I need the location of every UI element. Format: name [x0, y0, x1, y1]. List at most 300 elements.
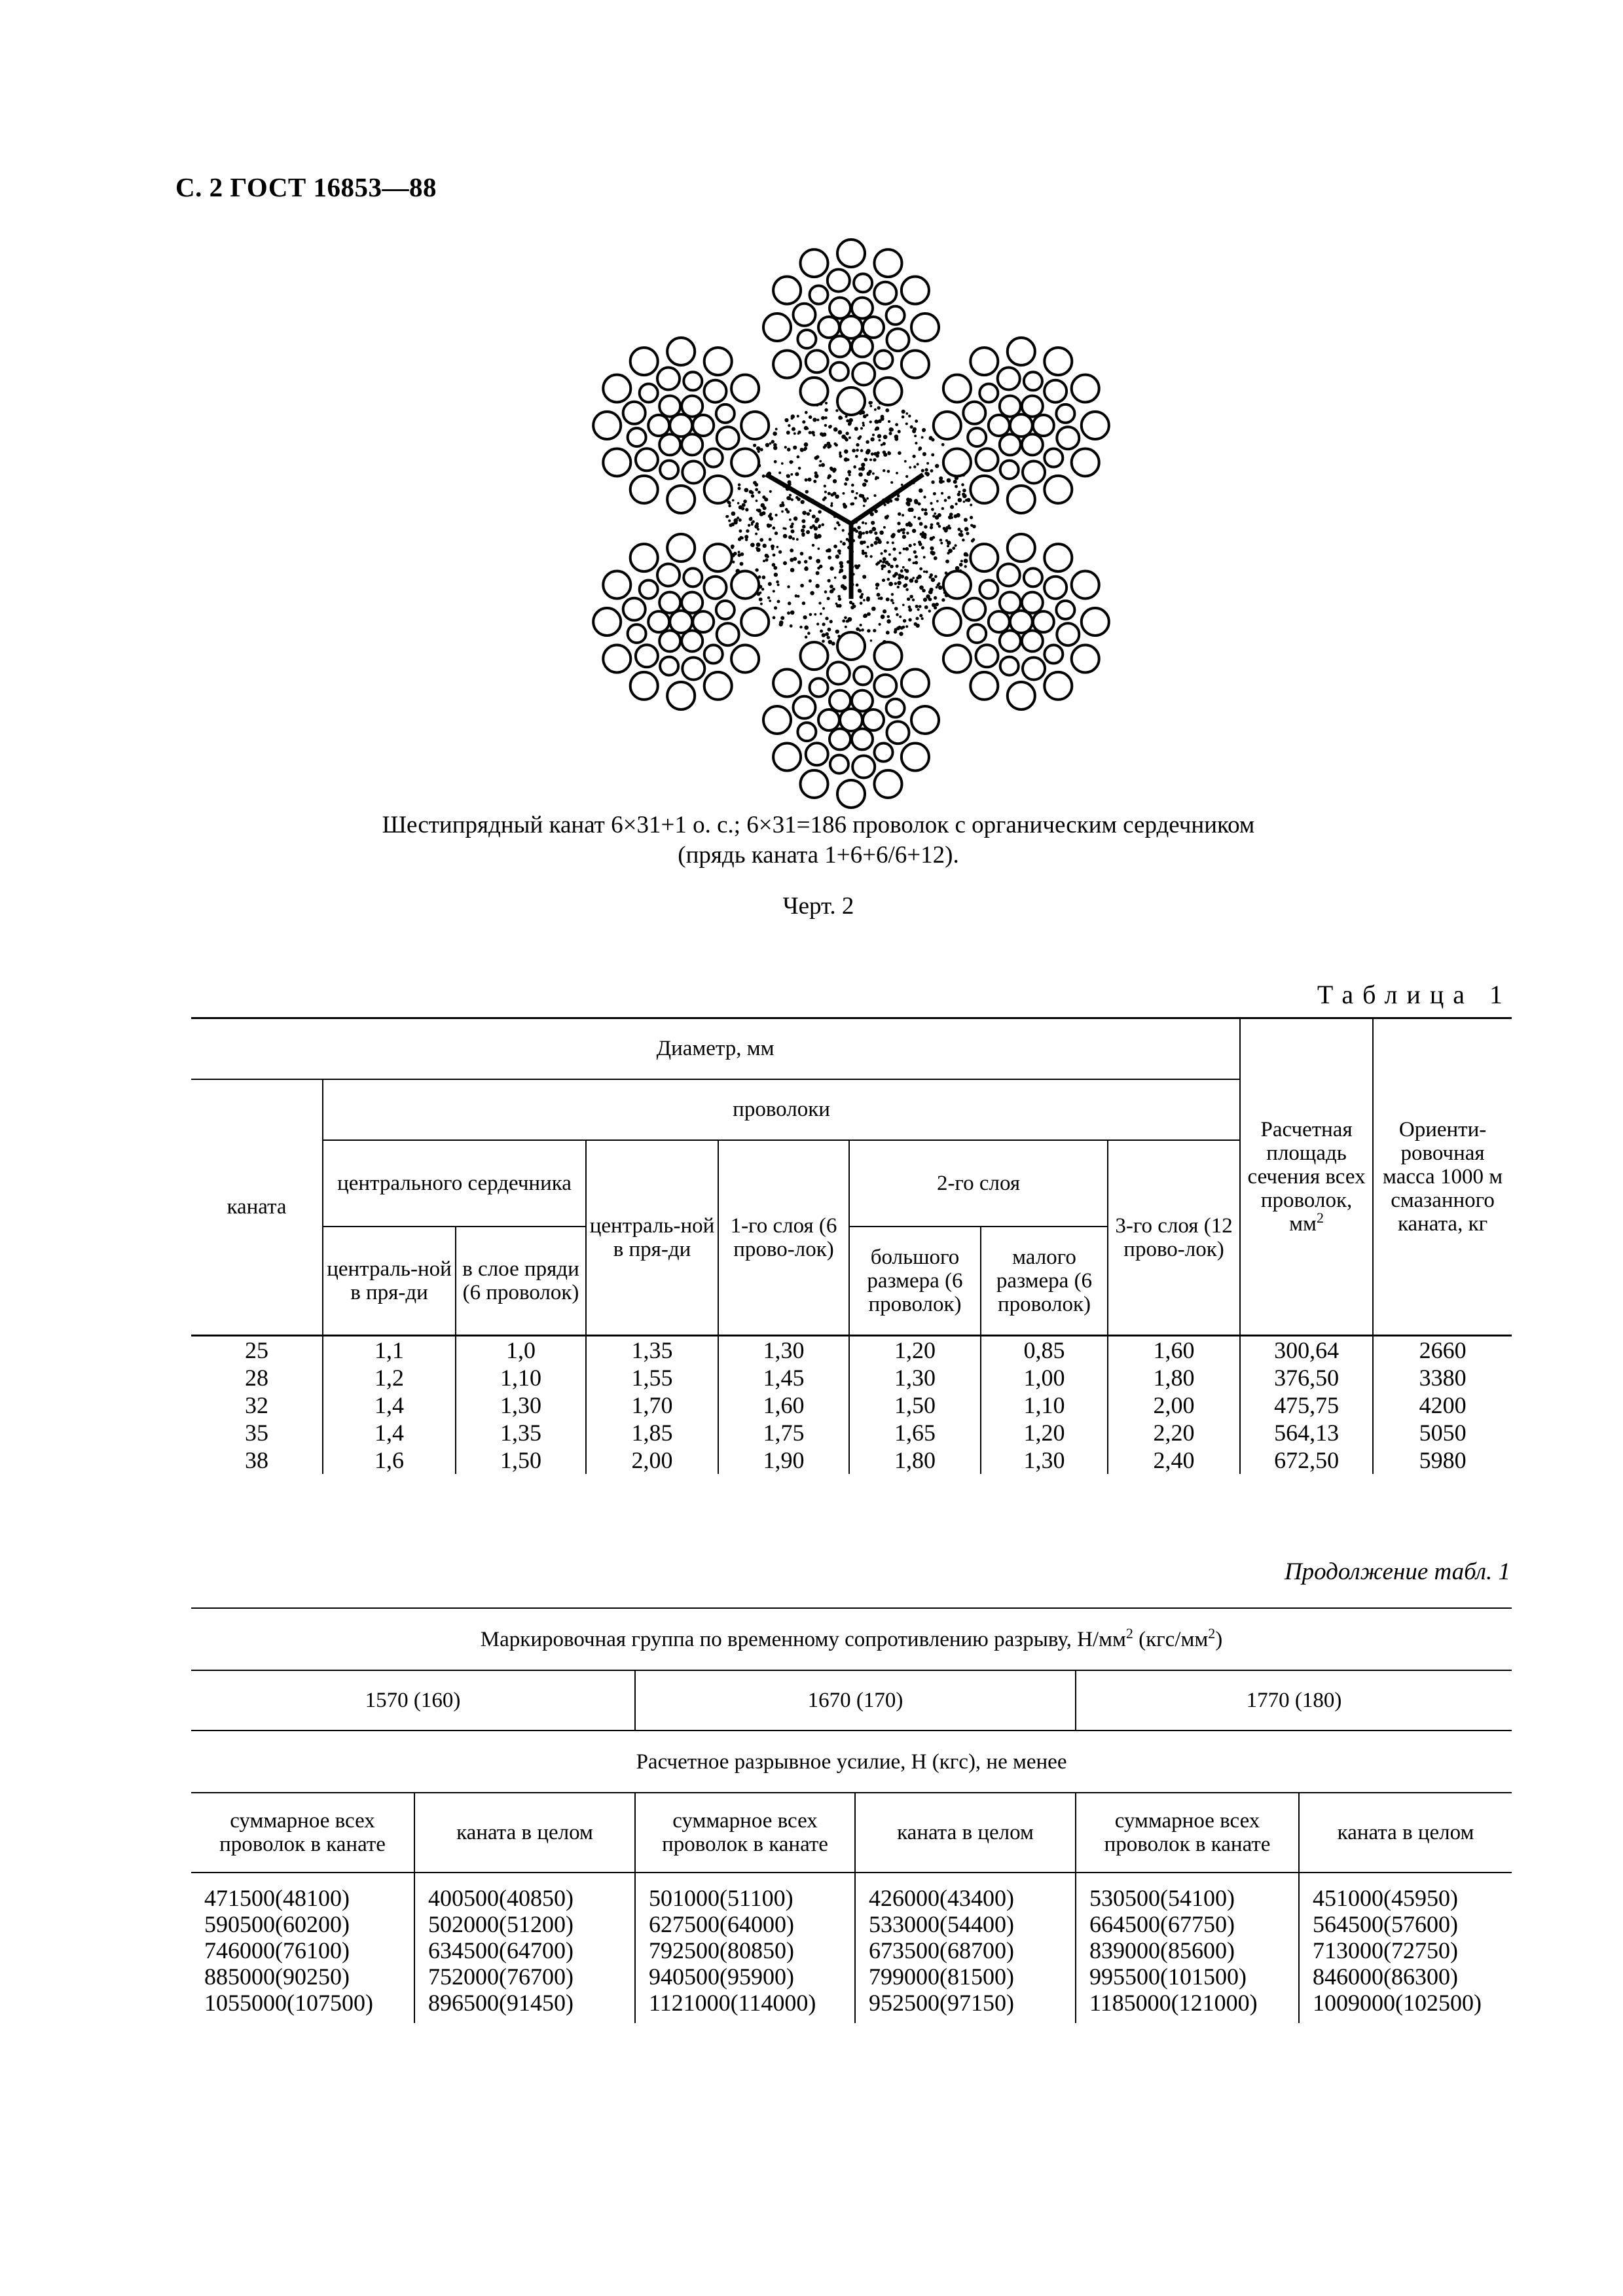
- core-stipple-dot: [851, 490, 854, 493]
- core-stipple-dot: [872, 473, 875, 475]
- core-stipple-dot: [870, 437, 874, 441]
- core-stipple-dot: [773, 616, 776, 619]
- core-stipple-dot: [922, 589, 926, 593]
- core-stipple-dot: [898, 430, 901, 433]
- core-stipple-dot: [786, 431, 790, 435]
- core-stipple-dot: [788, 497, 791, 500]
- core-stipple-dot: [938, 586, 943, 590]
- core-stipple-dot: [838, 598, 841, 601]
- core-stipple-dot: [773, 446, 777, 450]
- core-stipple-dot: [756, 499, 758, 502]
- core-stipple-dot: [870, 544, 873, 547]
- core-stipple-dot: [971, 539, 974, 543]
- core-stipple-dot: [751, 494, 754, 497]
- strand-wire: [801, 249, 828, 277]
- core-stipple-dot: [858, 535, 862, 539]
- core-stipple-dot: [909, 579, 914, 583]
- strand-wire: [1000, 434, 1021, 455]
- core-stipple-dot: [769, 512, 772, 515]
- sub-all-wires-3: суммарное всех проволок в канате: [1076, 1793, 1299, 1873]
- core-stipple-dot: [834, 577, 837, 579]
- table1-cell: 2,20: [1153, 1419, 1195, 1446]
- strand-wire: [970, 544, 998, 571]
- core-stipple-dot: [905, 625, 908, 628]
- layer3-header: 3-го слоя (12 прово-лок): [1108, 1140, 1240, 1335]
- strand-wire: [1024, 568, 1042, 586]
- core-stipple-dot: [883, 450, 886, 454]
- strand-wire: [976, 645, 998, 667]
- core-stipple-dot: [740, 552, 744, 556]
- core-stipple-dot: [887, 615, 890, 618]
- core-stipple-dot: [970, 516, 973, 519]
- core-stipple-dot: [822, 633, 826, 637]
- core-stipple-dot: [877, 593, 881, 597]
- core-stipple-dot: [799, 626, 802, 628]
- core-stipple-dot: [935, 464, 939, 468]
- core-stipple-dot: [873, 458, 876, 461]
- core-stipple-dot: [740, 562, 744, 566]
- core-stipple-dot: [813, 480, 816, 483]
- core-stipple-dot: [824, 590, 828, 594]
- core-stipple-dot: [830, 504, 833, 507]
- force-column-4: [855, 1873, 1076, 2023]
- core-stipple-dot: [778, 550, 782, 554]
- core-stipple-dot: [860, 427, 863, 429]
- core-stipple-dot: [800, 552, 804, 556]
- group-1670: 1670 (170): [635, 1670, 1076, 1731]
- core-stipple-dot: [953, 480, 957, 484]
- core-stipple-dot: [733, 518, 738, 523]
- force-cell: 940500(95900): [649, 1964, 794, 1990]
- core-stipple-dot: [919, 488, 923, 493]
- core-stipple-dot: [867, 629, 870, 632]
- force-column-3: [635, 1873, 855, 2023]
- force-cell: 530500(54100): [1089, 1885, 1235, 1911]
- force-column-2: [414, 1873, 635, 2023]
- core-stipple-dot: [875, 583, 880, 587]
- strand-wire: [1022, 592, 1043, 613]
- core-stipple-dot: [861, 628, 864, 632]
- core-stipple-dot: [960, 560, 963, 562]
- core-stipple-dot: [886, 514, 889, 518]
- layer2-header: 2-го слоя: [849, 1140, 1108, 1227]
- core-stipple-dot: [831, 641, 835, 645]
- core-stipple-dot: [874, 420, 878, 423]
- core-stipple-dot: [944, 499, 947, 502]
- core-stipple-dot: [738, 483, 741, 486]
- core-stipple-dot: [777, 600, 780, 603]
- core-stipple-dot: [749, 517, 753, 521]
- core-stipple-dot: [802, 511, 807, 515]
- core-stipple-dot: [964, 559, 968, 564]
- core-stipple-dot: [755, 568, 758, 571]
- core-stipple-dot: [824, 491, 827, 493]
- core-stipple-dot: [900, 626, 903, 630]
- core-stipple-dot: [785, 508, 788, 511]
- core-stipple-dot: [863, 505, 866, 507]
- core-stipple-dot: [756, 522, 759, 526]
- core-stipple-dot: [926, 462, 929, 465]
- core-stipple-dot: [917, 463, 919, 465]
- table1-cell: 1,6: [374, 1446, 404, 1473]
- core-stipple-dot: [805, 478, 808, 482]
- core-central-column: [323, 1335, 456, 1474]
- force-column-6: [1299, 1873, 1512, 2023]
- core-stipple-dot: [902, 566, 905, 569]
- core-stipple-dot: [905, 422, 908, 425]
- strand-wire: [1044, 348, 1072, 375]
- core-stipple-dot: [830, 468, 833, 471]
- strand-wire: [648, 611, 669, 632]
- core-stipple-dot: [914, 499, 918, 503]
- core-stipple-dot: [818, 510, 821, 513]
- core-stipple-dot: [936, 500, 939, 503]
- core-stipple-dot: [878, 439, 881, 442]
- core-stipple-dot: [746, 529, 749, 533]
- core-stipple-dot: [874, 531, 877, 535]
- strand-wire: [704, 645, 723, 664]
- core-stipple-dot: [846, 458, 848, 461]
- core-stipple-dot: [790, 558, 793, 562]
- core-stipple-dot: [872, 434, 875, 437]
- strand-wire: [1010, 611, 1032, 633]
- core-stipple-dot: [917, 516, 921, 520]
- core-stipple-dot: [787, 585, 790, 588]
- core-stipple-dot: [941, 507, 944, 510]
- diameter-header: Диаметр, мм: [191, 1018, 1240, 1079]
- core-stipple-dot: [777, 584, 780, 586]
- core-stipple-dot: [848, 474, 851, 476]
- strand-wire: [1000, 461, 1019, 479]
- core-stipple-dot: [824, 416, 827, 419]
- table1-cell: 5050: [1419, 1419, 1467, 1446]
- core-stipple-dot: [744, 535, 748, 539]
- core-stipple-dot: [931, 578, 936, 583]
- core-stipple-dot: [755, 533, 757, 535]
- core-stipple-dot: [912, 455, 915, 458]
- table1-cell: 2,00: [631, 1446, 673, 1473]
- core-stipple-dot: [822, 639, 825, 643]
- core-stipple-dot: [867, 546, 869, 548]
- strand-wire: [875, 744, 893, 762]
- core-stipple-dot: [874, 541, 878, 545]
- strand-wire: [875, 378, 902, 405]
- core-stipple-dot: [952, 547, 955, 550]
- core-stipple-dot: [820, 613, 822, 615]
- table1-cell: 1,35: [631, 1336, 673, 1363]
- core-stipple-dot: [756, 547, 758, 549]
- force-cell: 885000(90250): [204, 1964, 350, 1990]
- core-stipple-dot: [804, 560, 808, 564]
- core-stipple-dot: [923, 571, 926, 573]
- core-stipple-dot: [930, 524, 934, 527]
- core-stipple-dot: [778, 471, 781, 474]
- table1-cell: 1,1: [374, 1336, 404, 1363]
- table1-cell: 1,80: [1153, 1364, 1195, 1391]
- core-stipple-dot: [892, 548, 896, 551]
- core-stipple-dot: [914, 435, 917, 437]
- strand-wire: [731, 449, 759, 476]
- core-stipple-dot: [921, 508, 924, 511]
- core-stipple-dot: [767, 524, 770, 527]
- mass-column: [1373, 1335, 1512, 1474]
- core-stipple-dot: [856, 492, 858, 495]
- core-stipple-dot: [862, 532, 865, 535]
- core-stipple-dot: [948, 548, 953, 553]
- core-stipple-dot: [848, 617, 852, 622]
- core-stipple-dot: [767, 596, 770, 599]
- table1-cell: 1,30: [763, 1336, 805, 1363]
- core-stipple-dot: [744, 488, 748, 492]
- core-stipple-dot: [804, 626, 809, 630]
- core-stipple-dot: [896, 472, 898, 475]
- core-stipple-dot: [775, 514, 777, 516]
- core-stipple-dot: [915, 442, 917, 444]
- core-stipple-dot: [892, 541, 894, 544]
- core-stipple-dot: [912, 529, 916, 533]
- strand-wire: [693, 611, 714, 632]
- core-stipple-dot: [924, 509, 927, 512]
- core-stipple-dot: [738, 551, 740, 554]
- strand-wire: [1008, 682, 1035, 709]
- force-cell: 995500(101500): [1089, 1964, 1247, 1990]
- core-stipple-dot: [860, 601, 863, 605]
- strand-wire: [684, 568, 702, 586]
- core-stipple-dot: [757, 450, 760, 453]
- core-stipple-dot: [885, 408, 889, 412]
- rope-cross-section-drawing: [570, 236, 1120, 812]
- core-stipple-dot: [756, 446, 761, 451]
- core-stipple-dot: [930, 573, 933, 577]
- core-stipple-dot: [731, 511, 736, 516]
- core-stipple-dot: [878, 420, 882, 423]
- core-stipple-dot: [842, 492, 845, 495]
- strand-wire: [837, 632, 865, 660]
- core-stipple-dot: [807, 478, 811, 482]
- core-stipple-dot: [804, 567, 809, 571]
- core-stipple-dot: [954, 544, 957, 547]
- core-stipple-dot: [862, 521, 864, 524]
- core-stipple-dot: [776, 581, 779, 584]
- core-stipple-dot: [828, 556, 831, 560]
- force-cell: 792500(80850): [649, 1937, 794, 1964]
- core-stipple-dot: [934, 556, 938, 560]
- core-stipple-dot: [903, 548, 905, 550]
- core-stipple-dot: [959, 563, 963, 567]
- core-stipple-dot: [838, 604, 842, 608]
- core-stipple-dot: [896, 565, 899, 568]
- core-stipple-dot: [923, 556, 926, 558]
- strand-wire: [716, 404, 735, 423]
- strand-wire: [593, 608, 621, 636]
- core-stipple-dot: [896, 497, 900, 501]
- core-stipple-dot: [888, 553, 891, 556]
- core-stipple-dot: [776, 546, 779, 548]
- core-stipple-dot: [903, 584, 907, 588]
- strand-wire: [963, 598, 985, 620]
- core-stipple-dot: [883, 609, 886, 613]
- core-stipple-dot: [963, 501, 966, 503]
- table1-cell: 25: [245, 1336, 268, 1363]
- core-stipple-dot: [822, 607, 825, 610]
- table1-cell: 4200: [1419, 1391, 1467, 1418]
- core-stipple-dot: [899, 632, 903, 636]
- core-stipple-dot: [888, 570, 891, 573]
- strand-wire: [1044, 577, 1067, 599]
- core-stipple-dot: [848, 418, 853, 423]
- strand-wire: [887, 721, 909, 744]
- core-stipple-dot: [817, 419, 820, 422]
- core-stipple-dot: [862, 551, 866, 555]
- core-stipple-dot: [966, 532, 969, 535]
- table1-cell: 1,00: [1023, 1364, 1065, 1391]
- core-stipple-dot: [947, 545, 949, 547]
- core-stipple-dot: [853, 465, 856, 469]
- core-stipple-dot: [769, 538, 772, 541]
- table1-cell: 2,40: [1153, 1446, 1195, 1473]
- core-stipple-dot: [781, 511, 784, 513]
- core-stipple-dot: [801, 529, 805, 533]
- core-stipple-dot: [942, 480, 945, 483]
- strand-wire: [1008, 338, 1035, 365]
- strand-wire: [731, 571, 759, 599]
- core-stipple-dot: [846, 538, 849, 541]
- strand-wire: [1000, 592, 1021, 613]
- strand-wire: [704, 449, 723, 467]
- core-stipple-dot: [756, 509, 759, 511]
- core-stipple-dot: [801, 519, 805, 523]
- core-stipple-dot: [892, 533, 896, 537]
- core-stipple-dot: [800, 584, 804, 588]
- central-core-header: центрального сердечника: [323, 1140, 586, 1227]
- core-stipple-dot: [887, 451, 890, 454]
- core-stipple-dot: [833, 479, 837, 483]
- core-stipple-dot: [931, 508, 934, 511]
- core-stipple-dot: [733, 552, 737, 556]
- core-stipple-dot: [774, 460, 777, 463]
- core-stipple-dot: [761, 588, 764, 590]
- core-stipple-dot: [881, 415, 884, 419]
- core-stipple-dot: [762, 495, 765, 499]
- core-stipple-dot: [924, 468, 928, 471]
- force-cell: 627500(64000): [649, 1911, 794, 1937]
- core-stipple-dot: [809, 416, 812, 420]
- strand-wire: [902, 351, 929, 378]
- core-stipple-dot: [809, 613, 812, 617]
- strand-wire: [630, 348, 658, 375]
- force-cell: 664500(67750): [1089, 1911, 1235, 1937]
- core-stipple-dot: [781, 503, 785, 507]
- core-stipple-dot: [934, 575, 938, 579]
- core-stipple-dot: [739, 529, 742, 533]
- core-stipple-dot: [921, 546, 924, 549]
- core-stipple-dot: [834, 527, 837, 529]
- core-stipple-dot: [953, 514, 957, 518]
- table1-cell: 35: [245, 1419, 268, 1446]
- core-stipple-dot: [822, 498, 826, 501]
- table1-cell: 3380: [1419, 1364, 1467, 1391]
- core-stipple-dot: [760, 603, 763, 605]
- strand-wire: [810, 679, 828, 697]
- core-stipple-dot: [818, 464, 821, 467]
- force-column-5: [1076, 1873, 1299, 2023]
- core-stipple-dot: [878, 540, 882, 544]
- core-stipple-dot: [886, 541, 889, 544]
- table1-cell: 2660: [1419, 1336, 1467, 1363]
- strand-wire: [902, 670, 929, 697]
- strand-wire: [806, 350, 828, 372]
- strand-wire: [1056, 404, 1074, 423]
- strand-wire: [976, 448, 998, 471]
- strand-wire: [911, 706, 939, 734]
- core-stipple-dot: [851, 484, 854, 487]
- strand-wire: [682, 630, 702, 651]
- strand-wire: [660, 657, 678, 675]
- core-stipple-dot: [859, 595, 863, 599]
- core-stipple-dot: [951, 516, 953, 519]
- core-stipple-dot: [888, 582, 893, 586]
- core-stipple-dot: [833, 492, 837, 495]
- core-stipple-dot: [904, 460, 907, 463]
- core-stipple-dot: [839, 571, 841, 574]
- layer3-column: [1108, 1335, 1240, 1474]
- strand-wire: [682, 461, 704, 484]
- strand-wire: [989, 611, 1010, 632]
- core-stipple-dot: [913, 550, 917, 554]
- core-stipple-dot: [837, 549, 841, 553]
- core-stipple-dot: [897, 586, 900, 588]
- core-stipple-dot: [793, 446, 797, 450]
- core-stipple-dot: [753, 444, 756, 447]
- core-stipple-dot: [789, 494, 792, 497]
- core-stipple-dot: [915, 561, 918, 564]
- core-stipple-dot: [832, 588, 835, 591]
- strand-wire: [837, 387, 865, 415]
- core-stipple-dot: [739, 505, 742, 509]
- table1-cell: 1,35: [500, 1419, 541, 1446]
- core-stipple-dot: [924, 525, 927, 528]
- core-stipple-dot: [862, 575, 866, 579]
- strand-wire: [979, 581, 998, 599]
- core-stipple-dot: [905, 588, 909, 592]
- table1-cell: 38: [245, 1446, 268, 1473]
- core-stipple-dot: [923, 598, 927, 601]
- core-stipple-dot: [821, 523, 824, 526]
- core-stipple-dot: [933, 492, 936, 495]
- core-stipple-dot: [882, 561, 884, 564]
- strand-wire: [875, 249, 902, 277]
- core-stipple-dot: [936, 586, 938, 588]
- core-stipple-dot: [814, 533, 817, 535]
- strand-wire: [902, 277, 929, 304]
- core-stipple-dot: [939, 539, 942, 541]
- core-stipple-dot: [970, 524, 973, 526]
- core-stipple-dot: [883, 565, 886, 567]
- strand-wire: [1000, 396, 1021, 417]
- core-stipple-dot: [902, 535, 906, 539]
- core-stipple-dot: [843, 575, 847, 580]
- core-strand-layer-header: в слое пряди (6 проволок): [456, 1227, 586, 1335]
- core-stipple-dot: [894, 435, 899, 439]
- core-stipple-dot: [784, 418, 788, 422]
- core-stipple-dot: [791, 529, 795, 533]
- force-cell: 896500(91450): [428, 1990, 574, 2016]
- force-column-1: [191, 1873, 414, 2023]
- mass-header: Ориенти-ровочная масса 1000 м смазанного каната, кг: [1373, 1018, 1512, 1335]
- core-stipple-dot: [819, 565, 823, 569]
- core-stipple-dot: [958, 498, 962, 503]
- core-stipple-dot: [916, 624, 920, 628]
